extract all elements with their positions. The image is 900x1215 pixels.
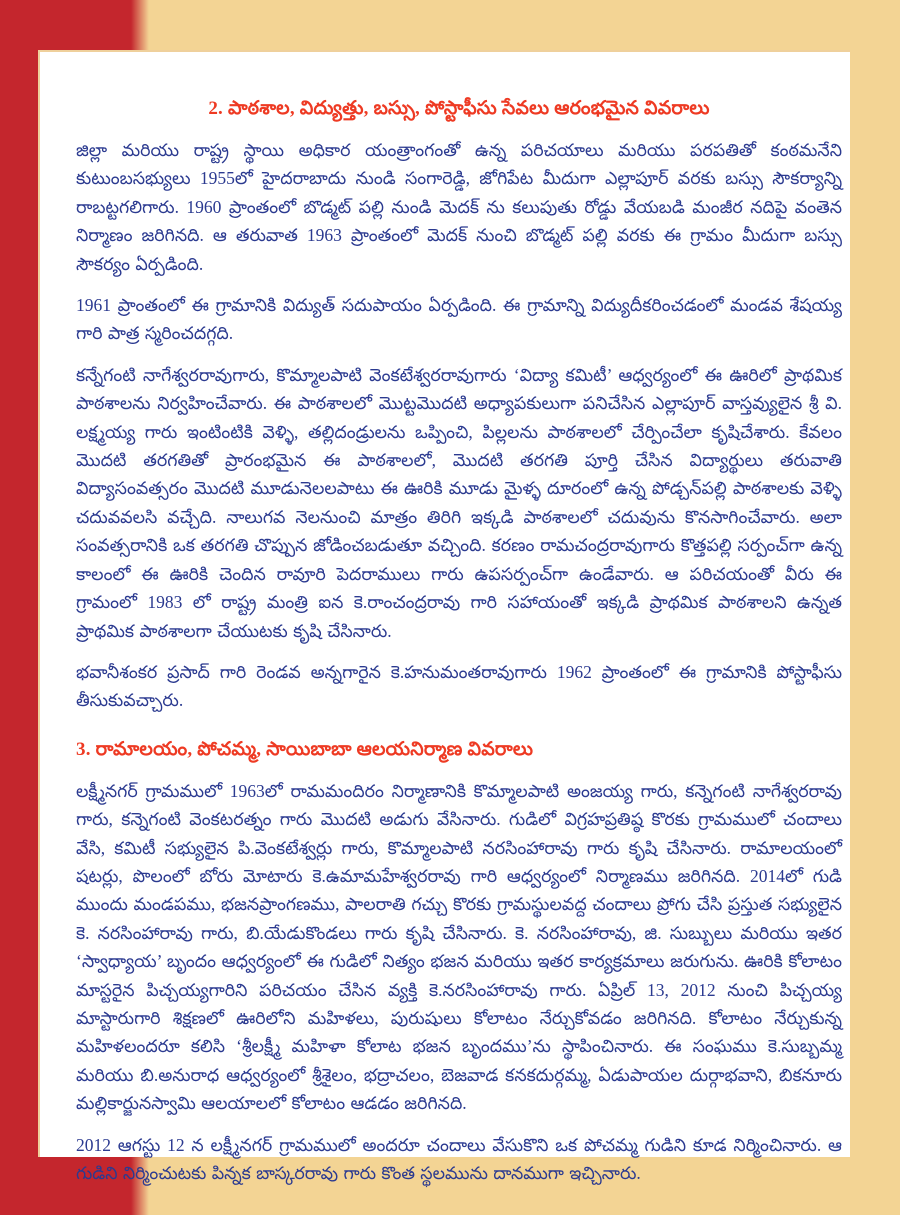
- left-red-bar: [0, 0, 38, 1215]
- section-heading-schools-services: 2. పాఠశాల, విద్యుత్తు, బస్సు, పోస్టాఫీసు సేవలు ఆరంభమైన వివరాలు: [208, 98, 710, 119]
- paragraph-school-history: కన్నేగంటి నాగేశ్వరరావుగారు, కొమ్మాలపాటి వెంకటేశ్వరరావుగారు ‘విద్యా కమిటీ’ ఆధ్వర్యంలో ఈ ఊరిలో ప్రాథమిక పాఠశాలను నిర్వహించేవారు. ఈ పాఠశాలలో మొట్టమొదటి అధ్యాపకులుగా పనిచేసిన ఎల్లాపూర్ వాస్తవ్యులైన శ్రీ వి. లక్ష్మయ్య గారు ఇంటింటికి వెళ్ళి, తల్లిదండ్రులను ఒప్పించి, పిల్లలను పాఠశాలలో చేర్పించేలా కృషిచేశారు. కేవలం మొదటి తరగతితో ప్రారంభమైన ఈ పాఠశాలలో, మొదటి తరగతి పూర్తి చేసిన విద్యార్థులు తరువాతి విద్యాసంవత్సరం మొదటి మూడునెలలపాటు ఈ ఊరికి మూడు మైళ్ళ దూరంలో ఉన్న పోడ్చన్‌పల్లి పాఠశాలకు వెళ్ళి చదువవలసి వచ్చేది. నాలుగవ నెలనుంచి మాత్రం తిరిగి ఇక్కడి పాఠశాలలో చదువును కొనసాగించేవారు. అలా సంవత్సరానికి ఒక తరగతి చొప్పున జోడించబడుతూ వచ్చింది. కరణం రామచంద్రరావుగారు కొత్తపల్లి సర్పంచ్‌గా ఉన్న కాలంలో ఈ ఊరికి చెందిన రావూరి పెదరాములు గారు ఉపసర్పంచ్‌గా ఉండేవారు. ఆ పరిచయంతో వీరు ఈ గ్రామంలో 1983 లో రాష్ట్ర మంత్రి ఐన కె.రాంచంద్రరావు గారి సహాయంతో ఇక్కడి ప్రాథమిక పాఠశాలని ఉన్నత ప్రాథమిక పాఠశాలగా చేయుటకు కృషి చేసినారు.: [76, 364, 842, 641]
- paragraph-pochamma-temple: 2012 ఆగస్టు 12 న లక్ష్మీనగర్ గ్రామములో అందరూ చందాలు వేసుకొని ఒక పోచమ్మ గుడిని కూడ నిర్మించినారు. ఆ గుడిని నిర్మించుటకు పిన్నక బాస్కరరావు గారు కొంత స్థలమును దానముగా ఇచ్చినారు.: [76, 1134, 842, 1183]
- paragraph-bus-service: జిల్లా మరియు రాష్ట్ర స్థాయి అధికార యంత్రాంగంతో ఉన్న పరిచయాలు మరియు పరపతితో కంఠమనేని కుటుంబసభ్యులు 1955లో హైదరాబాదు నుండి సంగారెడ్డి, జోగిపేట మీదుగా ఎల్లాపూర్ వరకు బస్సు సౌకర్యాన్ని రాబట్టగలిగారు. 1960 ప్రాంతంలో బొడ్మట్ పల్లి నుండి మెదక్ ను కలుపుతు రోడ్డు వేయబడి మంజీర నదిపై వంతెన నిర్మాణం జరిగినది. ఆ తరువాత 1963 ప్రాంతంలో మెదక్ నుంచి బొడ్మట్ పల్లి వరకు ఈ గ్రామం మీదుగా బస్సు సౌకర్యం ఏర్పడింది.: [76, 140, 842, 274]
- paragraph-electricity: 1961 ప్రాంతంలో ఈ గ్రామానికి విద్యుత్ సదుపాయం ఏర్పడింది. ఈ గ్రామాన్ని విద్యుదీకరించడంలో మండవ శేషయ్య గారి పాత్ర స్మరించదగ్గది.: [76, 295, 842, 344]
- section-heading-temples: 3. రామాలయం, పోచమ్మ, సాయిబాబా ఆలయనిర్మాణ వివరాలు: [76, 738, 534, 760]
- paragraph-post-office: భవానీశంకర ప్రసాద్ గారి రెండవ అన్నగారైన కె.హనుమంతరావుగారు 1962 ప్రాంతంలో ఈ గ్రామానికి పోస్టాఫీసు తీసుకువచ్చారు.: [76, 661, 842, 711]
- top-left-corner-gradient: [131, 0, 149, 50]
- content-panel: [38, 50, 850, 1183]
- paragraph-ramalayam-history: లక్ష్మీనగర్ గ్రామములో 1963లో రామమందిరం నిర్మాణానికి కొమ్మాలపాటి అంజయ్య గారు, కన్నెగంటి నాగేశ్వరరావు గారు, కన్నెగంటి వెంకటరత్నం గారు మొదటి అడుగు వేసినారు. గుడిలో విగ్రహప్రతిష్ఠ కొరకు గ్రామములో చందాలు వేసి, కమిటీ సభ్యులైన పి.వెంకటేశ్వర్లు గారు, కొమ్మాలపాటి నరసింహారావు గారు కృషి చేసినారు. రామాలయంలో షటర్లు, పొలంలో బోరు మోటారు కె.ఉమామహేశ్వరరావు గారి ఆధ్వర్యంలో నిర్మాణము జరిగినది. 2014లో గుడి ముందు మండపము, భజనప్రాంగణము, పాలరాతి గచ్చు కొరకు గ్రామస్థులవద్ద చందాలు ప్రోగు చేసి ప్రస్తుత సభ్యులైన కె. నరసింహారావు గారు, బి.యేడుకొండలు గారు కృషి చేసినారు. కె. నరసింహారావు, జి. సుబ్బులు మరియు ఇతర ‘స్వాధ్యాయ’ బృందం ఆధ్వర్యంలో ఈ గుడిలో నిత్యం భజన మరియు ఇతర కార్యక్రమాలు జరుగును. ఊరికి కోలాటం మాస్టరైన పిచ్చయ్యగారిని పరిచయం చేసిన వ్యక్తి కె.నరసింహారావు గారు. ఏప్రిల్ 13, 2012 నుంచి పిచ్చయ్య మాస్టారుగారి శిక్షణలో ఊరిలోని మహిళలు, పురుషులు కోలాటం నేర్చుకోవడం జరిగినది. కోలాటం నేర్చుకున్న మహిళలందరూ కలిసి ‘శ్రీలక్ష్మీ మహిళా కోలాట భజన బృందము’ను స్థాపించినారు. ఈ సంఘము కె.సుబ్బమ్మ మరియు బి.అనురాధ ఆధ్వర్యంలో శ్రీశైలం, భద్రాచలం, బెజవాడ కనకదుర్గమ్మ, ఏడుపాయల దుర్గాభవాని, బికనూరు మల్లికార్జునస్వామి ఆలయాలలో కోలాటం ఆడడం జరిగినది.: [76, 780, 842, 1114]
- top-left-corner-block: [0, 0, 131, 50]
